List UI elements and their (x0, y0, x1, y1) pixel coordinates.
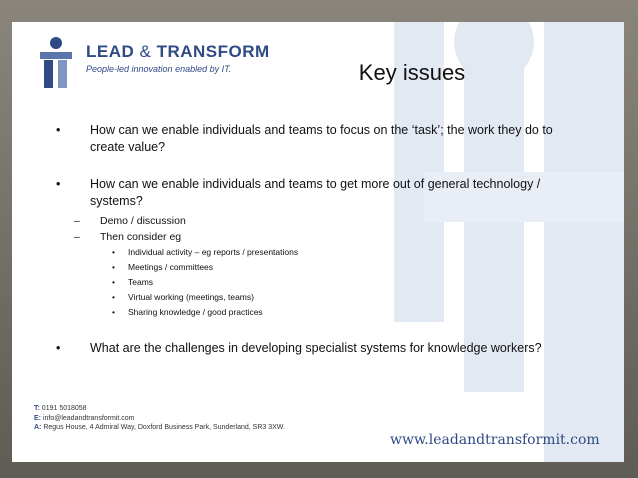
bullet-icon: • (112, 292, 115, 302)
sub-bullet-item: – Then consider eg (74, 231, 182, 243)
sub-sub-bullet-item: • Meetings / committees (110, 260, 572, 275)
address-line: A: Regus House, 4 Admiral Way, Doxford Business Park, Sunderland, SR3 3XW. (34, 424, 285, 431)
bullet-icon: • (56, 177, 61, 191)
sub-sub-bullet-item: • Individual activity – eg reports / presentations (110, 245, 572, 260)
slide-title: Key issues (358, 60, 466, 85)
website-link[interactable]: www.leadandtransformit.com (390, 432, 600, 448)
sub-bullet-item: – Demo / discussion (74, 215, 186, 227)
bullet-item: • How can we enable individuals and teams to get more out of general technology / systems? (56, 177, 541, 208)
bullet-list (52, 122, 572, 357)
phone-line: T: 0191 5018058 (34, 405, 87, 412)
logo-name: LEAD & TRANSFORM (86, 42, 270, 61)
bullet-icon: • (56, 341, 61, 355)
bullet-item: • How can we enable individuals and teams to focus on the ‘task’; the work they do to create value? (56, 123, 553, 154)
bullet-item: • What are the challenges in developing specialist systems for knowledge workers? (56, 341, 542, 355)
bullet-icon: • (56, 123, 61, 137)
contact-details (34, 404, 285, 433)
logo-tagline: People-led innovation enabled by IT. (86, 64, 232, 74)
sub-sub-bullet-item: • Sharing knowledge / good practices (110, 305, 572, 320)
dash-icon: – (74, 215, 80, 227)
bullet-icon: • (112, 262, 115, 272)
dash-icon: – (74, 231, 80, 243)
logo-mark-icon (36, 36, 78, 90)
email-line: E: info@leadandtransformit.com (34, 414, 135, 422)
bullet-icon: • (112, 307, 115, 317)
bullet-icon: • (112, 247, 115, 257)
slide (12, 22, 624, 462)
sub-sub-bullet-item: • Virtual working (meetings, teams) (110, 290, 572, 305)
lead-transform-logo (36, 36, 270, 92)
bullet-icon: • (112, 277, 115, 287)
sub-sub-bullet-item: • Teams (110, 275, 572, 290)
